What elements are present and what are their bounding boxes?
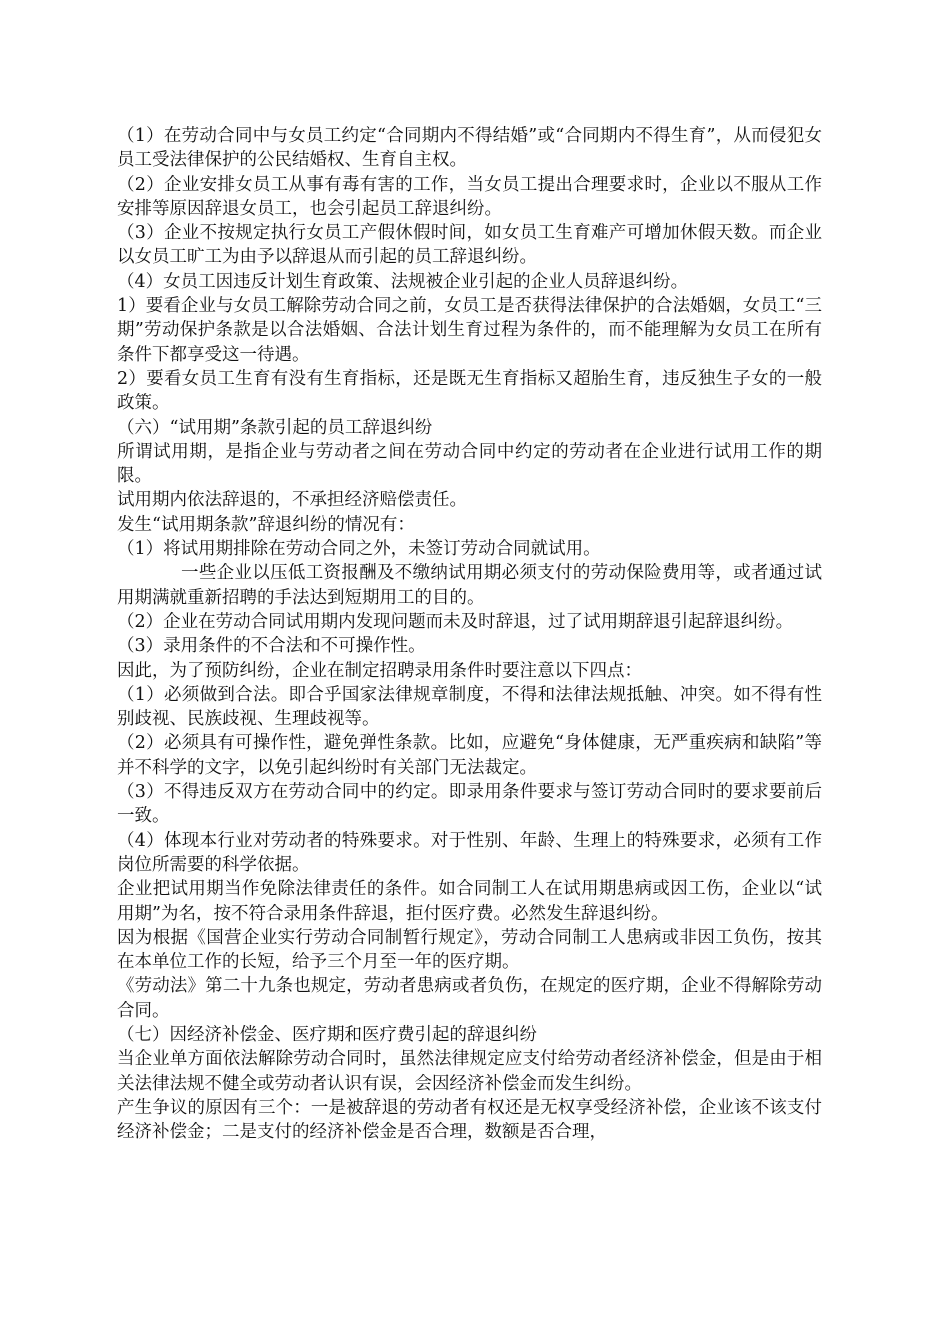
paragraph: 所谓试用期，是指企业与劳动者之间在劳动合同中约定的劳动者在企业进行试用工作的期限。 xyxy=(117,441,822,487)
paragraph: 《劳动法》第二十九条也规定，劳动者患病或者负伤，在规定的医疗期，企业不得解除劳动合同。 xyxy=(117,976,822,1021)
paragraph: 企业把试用期当作免除法律责任的条件。如合同制工人在试用期患病或因工伤，企业以“试用期”为名，按不符合录用条件辞退，拒付医疗费。必然发生辞退纠纷。 xyxy=(117,879,822,924)
paragraph: （1）将试用期排除在劳动合同之外，未签订劳动合同就试用。 xyxy=(117,539,601,560)
paragraph: （2）企业安排女员工从事有毒有害的工作，当女员工提出合理要求时，企业以不服从工作安排等原因辞退女员工，也会引起员工辞退纠纷。 xyxy=(117,174,822,219)
paragraph: 一些企业以压低工资报酬及不缴纳试用期必须支付的劳动保险费用等，或者通过试用期满就重新招聘的手法达到短期用工的目的。 xyxy=(117,563,822,608)
paragraph: （1）必须做到合法。即合乎国家法律规章制度，不得和法律法规抵触、冲突。如不得有性别歧视、民族歧视、生理歧视等。 xyxy=(117,684,822,730)
paragraph: （3）录用条件的不合法和不可操作性。 xyxy=(117,636,426,657)
paragraph: （六）“试用期”条款引起的员工辞退纠纷 xyxy=(117,417,433,438)
paragraph: 2）要看女员工生育有没有生育指标，还是既无生育指标又超胎生育，违反独生子女的一般政策。 xyxy=(117,368,822,414)
paragraph: （4）体现本行业对劳动者的特殊要求。对于性别、年龄、生理上的特殊要求，必须有工作岗位所需要的科学依据。 xyxy=(117,830,822,875)
paragraph: 1）要看企业与女员工解除劳动合同之前，女员工是否获得法律保护的合法婚姻，女员工“三期”劳动保护条款是以合法婚姻、合法计划生育过程为条件的，而不能理解为女员工在所有条件下都享受这一待遇。 xyxy=(117,296,822,365)
paragraph: 当企业单方面依法解除劳动合同时，虽然法律规定应支付给劳动者经济补偿金，但是由于相关法律法规不健全或劳动者认识有误，会因经济补偿金而发生纠纷。 xyxy=(117,1049,822,1094)
paragraph: 试用期内依法辞退的，不承担经济赔偿责任。 xyxy=(117,490,467,511)
paragraph: 发生“试用期条款”辞退纠纷的情况有： xyxy=(117,514,415,535)
paragraph: （1）在劳动合同中与女员工约定“合同期内不得结婚”或“合同期内不得生育”，从而侵犯女员工受法律保护的公民结婚权、生育自主权。 xyxy=(117,126,822,171)
paragraph: （4）女员工因违反计划生育政策、法规被企业引起的企业人员辞退纠纷。 xyxy=(117,271,689,292)
paragraph: （3）企业不按规定执行女员工产假休假时间，如女员工生育难产可增加休假天数。而企业以女员工旷工为由予以辞退从而引起的员工辞退纠纷。 xyxy=(117,223,822,268)
paragraph: （3）不得违反双方在劳动合同中的约定。即录用条件要求与签订劳动合同时的要求要前后一致。 xyxy=(117,782,822,827)
paragraph: 因此，为了预防纠纷，企业在制定招聘录用条件时要注意以下四点： xyxy=(117,660,642,681)
paragraph: （2）企业在劳动合同试用期内发现问题而未及时辞退，过了试用期辞退引起辞退纠纷。 xyxy=(117,611,794,632)
paragraph: 因为根据《国营企业实行劳动合同制暂行规定》，劳动合同制工人患病或非因工负伤，按其在本单位工作的长短，给予三个月至一年的医疗期。 xyxy=(117,927,822,973)
document-body xyxy=(117,124,822,1144)
paragraph: 产生争议的原因有三个：一是被辞退的劳动者有权还是无权享受经济补偿，企业该不该支付经济补偿金；二是支付的经济补偿金是否合理，数额是否合理， xyxy=(117,1097,822,1143)
paragraph: （七）因经济补偿金、医疗期和医疗费引起的辞退纠纷 xyxy=(117,1024,537,1045)
paragraph: （2）必须具有可操作性，避免弹性条款。比如，应避免“身体健康，无严重疾病和缺陷”等并不科学的文字，以免引起纠纷时有关部门无法裁定。 xyxy=(117,733,822,778)
